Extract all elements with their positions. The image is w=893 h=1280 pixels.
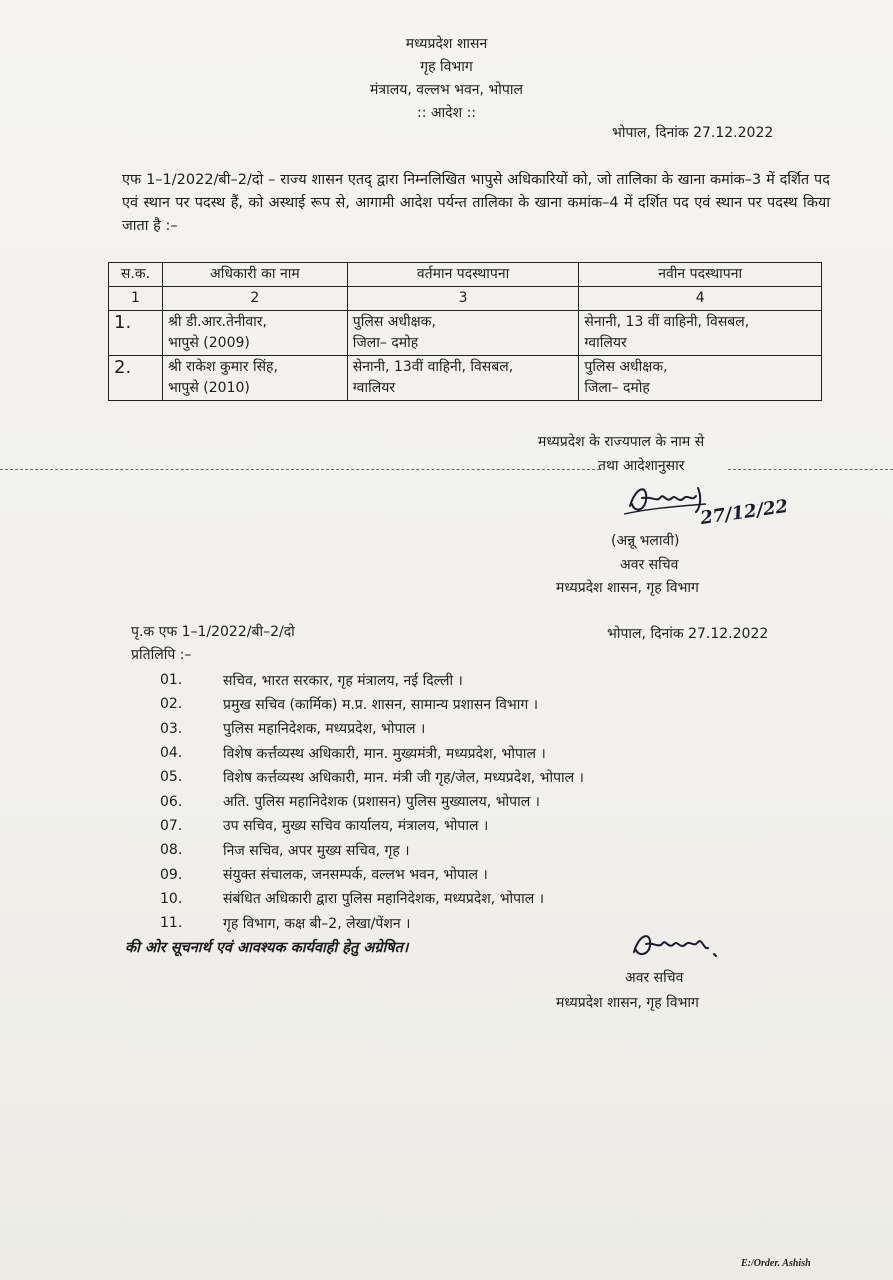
current-posting-cell — [347, 311, 579, 356]
handwritten-signature-2 — [628, 926, 738, 970]
signature-date: 27/12/22 — [698, 495, 790, 530]
column-number-row — [109, 287, 822, 311]
list-number: 02. — [160, 696, 183, 713]
recipient-list — [155, 668, 584, 935]
signatory-department: मध्यप्रदेश शासन, गृह विभाग — [556, 580, 699, 596]
second-signatory-department: मध्यप्रदेश शासन, गृह विभाग — [556, 995, 699, 1011]
current-place: ग्वालियर — [352, 380, 396, 396]
list-number: 04. — [160, 745, 183, 762]
list-text: प्रमुख सचिव (कार्मिक) म.प्र. शासन, सामान्य प्रशासन विभाग । — [223, 696, 539, 713]
list-item — [155, 814, 584, 838]
list-item — [155, 741, 584, 765]
order-title: :: आदेश :: — [416, 105, 477, 121]
list-text: पुलिस महानिदेशक, मध्यप्रदेश, भोपाल । — [223, 721, 426, 738]
second-signatory-designation: अवर सचिव — [625, 970, 684, 986]
list-item — [155, 862, 584, 886]
officer-name-cell — [162, 311, 347, 356]
table-row — [109, 311, 822, 356]
list-number: 05. — [160, 769, 183, 786]
new-place: ग्वालियर — [584, 335, 627, 351]
copy-to-label: प्रतिलिपि :– — [131, 647, 192, 663]
header-new-posting: नवीन पदस्थापना — [579, 263, 822, 287]
list-number: 06. — [160, 793, 183, 810]
new-place: जिला– दमोह — [584, 380, 650, 396]
column-number: 3 — [347, 287, 579, 311]
list-item — [155, 911, 584, 935]
list-text: संयुक्त संचालक, जनसम्पर्क, वल्लभ भवन, भोपाल । — [223, 867, 488, 884]
list-item — [155, 692, 584, 716]
list-number: 03. — [160, 720, 183, 737]
column-number: 4 — [579, 287, 822, 311]
new-post: सेनानी, 13 वीं वाहिनी, विसबल, — [584, 314, 750, 330]
list-text: गृह विभाग, कक्ष बी–2, लेखा/पेंशन । — [223, 915, 411, 932]
signatory-designation: अवर सचिव — [620, 557, 679, 573]
new-posting-cell — [579, 356, 822, 401]
officer-batch: भापुसे (2010) — [167, 380, 250, 396]
current-posting-cell — [347, 356, 579, 401]
list-item — [155, 838, 584, 862]
new-post: पुलिस अधीक्षक, — [584, 359, 668, 375]
list-text: सचिव, भारत सरकार, गृह मंत्रालय, नई दिल्ली । — [223, 672, 463, 689]
table-row — [109, 356, 822, 401]
officer-name: श्री डी.आर.तेनीवार, — [167, 314, 267, 330]
list-text: निज सचिव, अपर मुख्य सचिव, गृह । — [223, 842, 410, 859]
list-item — [155, 887, 584, 911]
list-number: 09. — [160, 866, 183, 883]
order-date: भोपाल, दिनांक 27.12.2022 — [612, 125, 774, 141]
column-number: 1 — [109, 287, 163, 311]
state-government-heading: मध्यप्रदेश शासन — [405, 36, 488, 52]
endorsement-date: भोपाल, दिनांक 27.12.2022 — [607, 626, 769, 642]
officer-name: श्री राकेश कुमार सिंह, — [167, 359, 278, 375]
current-post: सेनानी, 13वीं वाहिनी, विसबल, — [352, 359, 514, 375]
officer-name-cell — [162, 356, 347, 401]
list-text: अति. पुलिस महानिदेशक (प्रशासन) पुलिस मुख्यालय, भोपाल । — [223, 794, 540, 811]
forwarding-note: की ओर सूचनार्थ एवं आवश्यक कार्यवाही हेतु अग्रेषित। — [125, 940, 409, 956]
list-text: उप सचिव, मुख्य सचिव कार्यालय, मंत्रालय, भोपाल । — [223, 818, 489, 835]
authority-line-2: तथा आदेशानुसार — [598, 458, 685, 474]
list-number: 07. — [160, 817, 183, 834]
new-posting-cell — [579, 311, 822, 356]
order-paragraph: एफ 1–1/2022/बी–2/दो – राज्य शासन एतद् द्वारा निम्नलिखित भापुसे अधिकारियों को, जो तालिका के खाना कमांक–3 में दर्शित पद एवं स्थान पर पदस्थ हैं, को अस्थाई रूप से, आगामी आदेश पर्यन्त तालिका के खाना कमांक–4 में दर्शित पद एवं स्थान पर पदस्थ किया जाता है :– — [122, 172, 830, 234]
list-number: 11. — [160, 915, 183, 932]
list-number: 08. — [160, 842, 183, 859]
fold-line — [728, 469, 893, 470]
header-serial: स.क. — [109, 263, 163, 287]
table-header-row — [109, 263, 822, 287]
list-text: संबंधित अधिकारी द्वारा पुलिस महानिदेशक, मध्यप्रदेश, भोपाल । — [223, 891, 545, 908]
file-reference-footer: E:/Order. Ashish — [741, 1258, 811, 1269]
header-current-posting: वर्तमान पदस्थापना — [347, 263, 579, 287]
list-number: 01. — [160, 672, 183, 689]
list-item — [155, 765, 584, 789]
officer-batch: भापुसे (2009) — [167, 335, 250, 351]
authority-line: मध्यप्रदेश के राज्यपाल के नाम से — [538, 434, 705, 450]
department-heading: गृह विभाग — [420, 59, 473, 75]
endorsement-ref-number: पृ.क एफ 1–1/2022/बी–2/दो — [131, 624, 295, 640]
list-text: विशेष कर्त्तव्यस्थ अधिकारी, मान. मुख्यमंत्री, मध्यप्रदेश, भोपाल । — [223, 745, 546, 762]
list-text: विशेष कर्त्तव्यस्थ अधिकारी, मान. मंत्री जी गृह/जेल, मध्यप्रदेश, भोपाल । — [223, 769, 584, 786]
posting-table — [108, 262, 822, 401]
current-post: पुलिस अधीक्षक, — [352, 314, 436, 330]
list-item — [155, 789, 584, 813]
address-heading: मंत्रालय, वल्लभ भवन, भोपाल — [370, 82, 523, 98]
officer-name-signatory: (अन्नू भलावी) — [611, 533, 680, 549]
column-number: 2 — [162, 287, 347, 311]
serial-number: 1. — [109, 311, 163, 356]
list-number: 10. — [160, 890, 183, 907]
list-item — [155, 717, 584, 741]
current-place: जिला– दमोह — [352, 335, 419, 351]
serial-number: 2. — [109, 356, 163, 401]
header-officer-name: अधिकारी का नाम — [162, 263, 347, 287]
fold-line — [0, 469, 600, 470]
list-item — [155, 668, 584, 692]
